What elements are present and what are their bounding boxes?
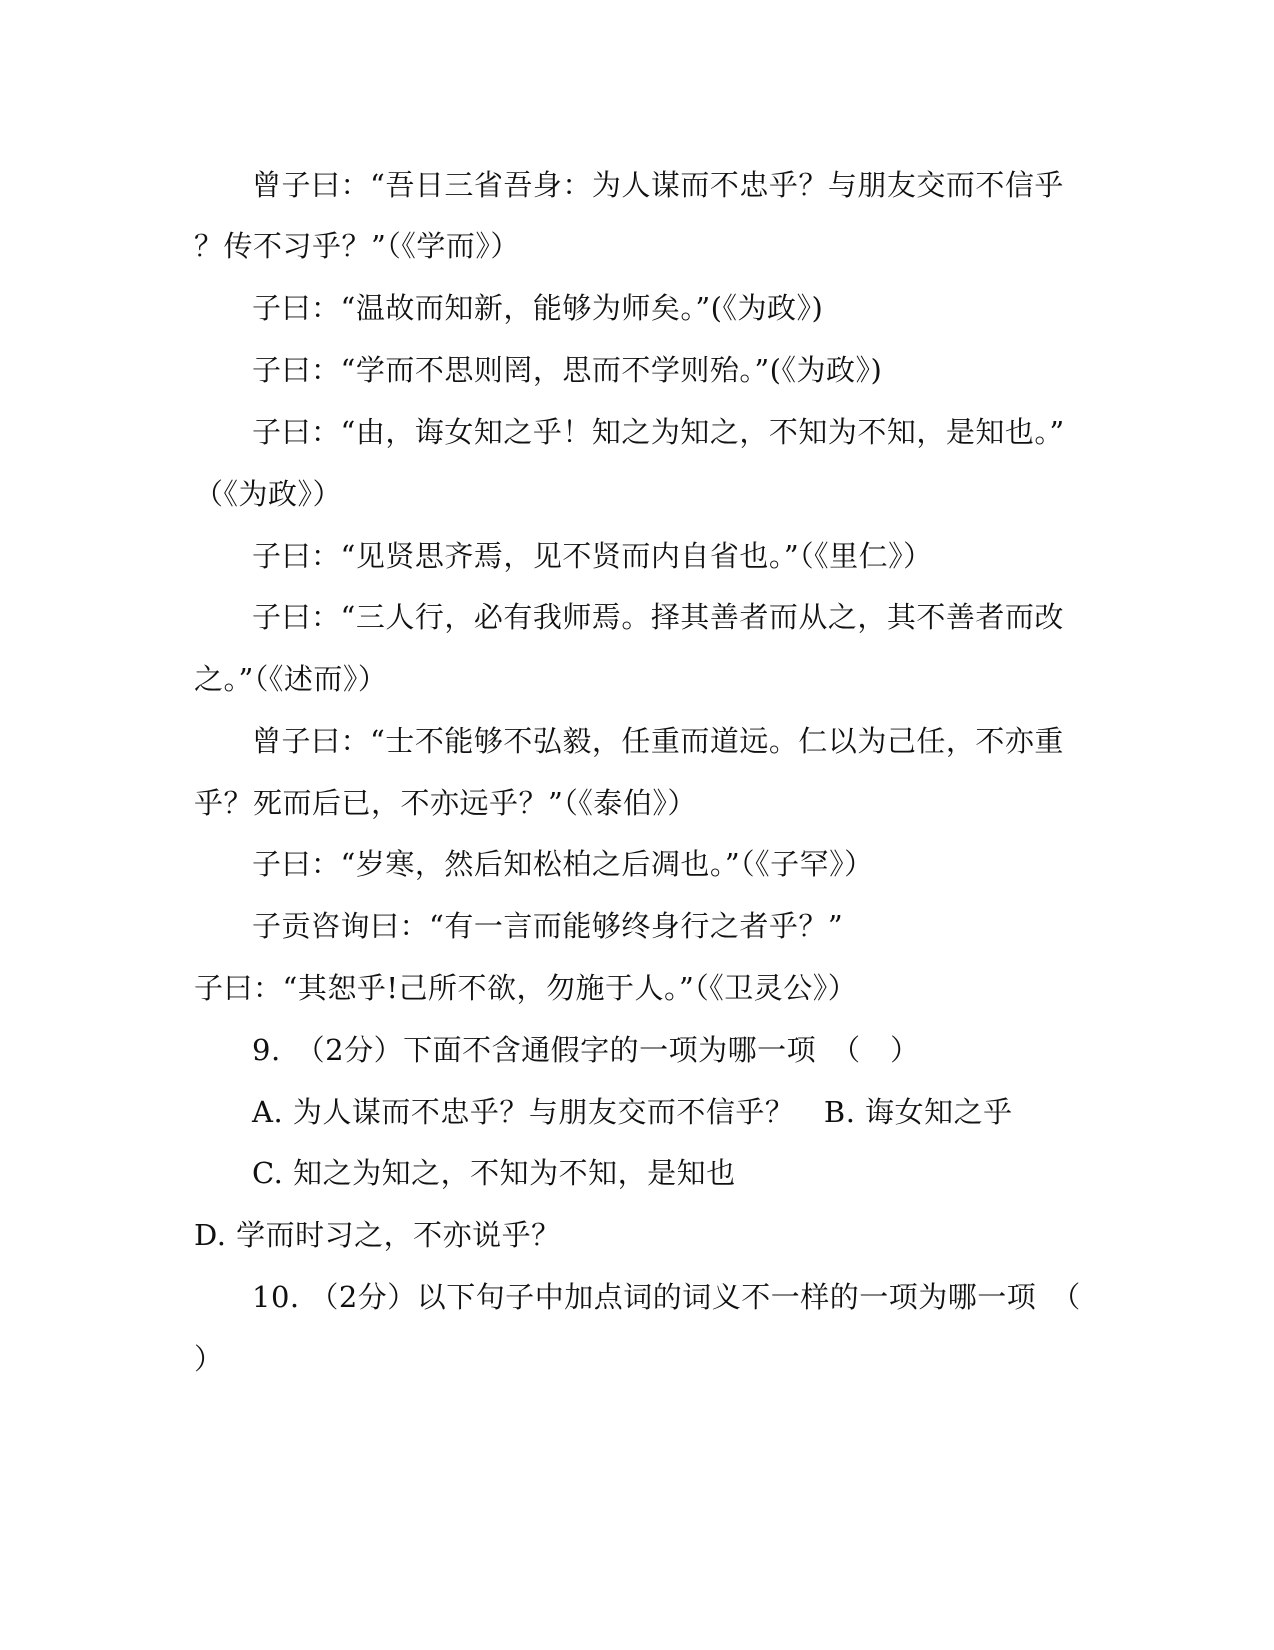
question-9-stem: 9. （2分）下面不含通假字的一项为哪一项 （ ） xyxy=(252,1033,920,1067)
passage-line-9: 之。”（《述而》） xyxy=(194,662,388,696)
passage-line-10: 曾子曰：“士不能够不弘毅，任重而道远。仁以为己任，不亦重 xyxy=(252,724,1064,758)
question-9-option-c: C. 知之为知之，不知为不知，是知也 xyxy=(252,1156,736,1190)
passage-line-12: 子曰：“岁寒，然后知松柏之后凋也。”（《子罕》） xyxy=(252,847,874,881)
passage-line-14: 子曰：“其恕乎!己所不欲，勿施于人。”（《卫灵公》） xyxy=(194,971,858,1005)
passage-line-7: 子曰：“见贤思齐焉，见不贤而内自省也。”（《里仁》） xyxy=(252,539,933,573)
question-9-options-ab: A. 为人谋而不忠乎？与朋友交而不信乎？ B. 诲女知之乎 xyxy=(252,1095,1013,1129)
passage-line-8: 子曰：“三人行，必有我师焉。择其善者而从之，其不善者而改 xyxy=(252,600,1064,634)
passage-line-3: 子曰：“温故而知新，能够为师矣。”(《为政》) xyxy=(252,291,824,325)
passage-line-4: 子曰：“学而不思则罔，思而不学则殆。”(《为政》) xyxy=(252,353,883,387)
passage-line-6: （《为政》） xyxy=(194,477,343,511)
passage-line-13: 子贡咨询曰：“有一言而能够终身行之者乎？” xyxy=(252,909,844,943)
passage-line-1: 曾子曰：“吾日三省吾身：为人谋而不忠乎？与朋友交而不信乎 xyxy=(252,168,1064,202)
passage-line-2: ？传不习乎？”（《学而》） xyxy=(194,229,520,263)
question-10-stem: 10. （2分）以下句子中加点词的词义不一样的一项为哪一项 （ xyxy=(252,1280,1081,1314)
question-9-option-d: D. 学而时习之，不亦说乎？ xyxy=(194,1218,561,1252)
question-10-stem-end: ） xyxy=(194,1342,224,1376)
passage-line-11: 乎？死而后已，不亦远乎？”（《泰伯》） xyxy=(194,786,697,820)
passage-line-5: 子曰：“由，诲女知之乎！知之为知之，不知为不知，是知也。” xyxy=(252,415,1065,449)
